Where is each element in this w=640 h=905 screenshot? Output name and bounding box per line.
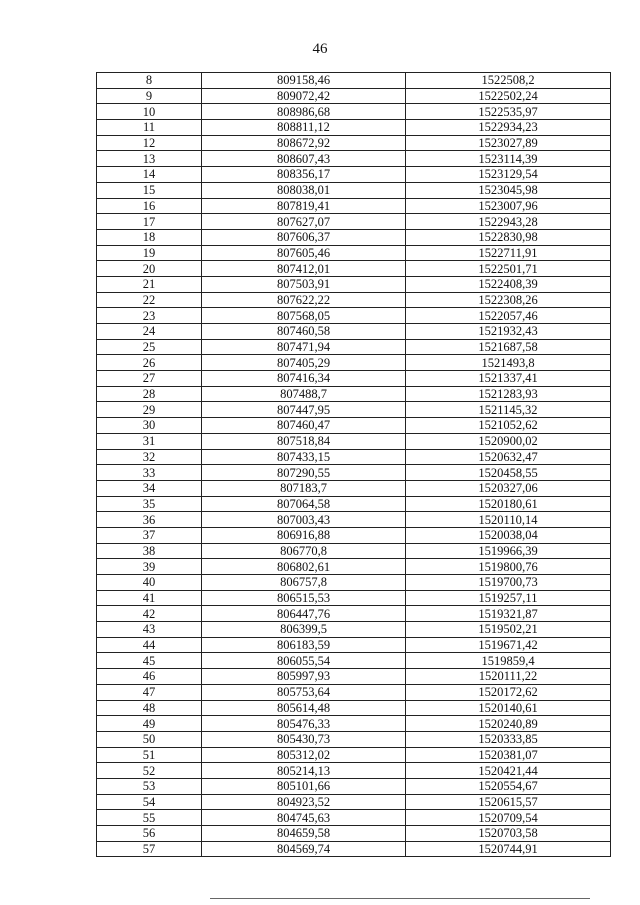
point-number-cell: 9 bbox=[97, 88, 202, 104]
point-number-cell: 32 bbox=[97, 449, 202, 465]
point-number-cell: 20 bbox=[97, 261, 202, 277]
y-coordinate-cell: 1523007,96 bbox=[406, 198, 611, 214]
x-coordinate-cell: 809072,42 bbox=[202, 88, 406, 104]
y-coordinate-cell: 1519671,42 bbox=[406, 637, 611, 653]
x-coordinate-cell: 807503,91 bbox=[202, 276, 406, 292]
point-number-cell: 26 bbox=[97, 355, 202, 371]
y-coordinate-cell: 1521687,58 bbox=[406, 339, 611, 355]
point-number-cell: 54 bbox=[97, 794, 202, 810]
y-coordinate-cell: 1521283,93 bbox=[406, 386, 611, 402]
table-row bbox=[97, 292, 611, 308]
point-number-cell: 42 bbox=[97, 606, 202, 622]
table-row bbox=[97, 167, 611, 183]
point-number-cell: 15 bbox=[97, 182, 202, 198]
table-row bbox=[97, 182, 611, 198]
table-row bbox=[97, 653, 611, 669]
point-number-cell: 34 bbox=[97, 480, 202, 496]
x-coordinate-cell: 807405,29 bbox=[202, 355, 406, 371]
x-coordinate-cell: 807412,01 bbox=[202, 261, 406, 277]
table-row bbox=[97, 747, 611, 763]
y-coordinate-cell: 1520744,91 bbox=[406, 841, 611, 857]
x-coordinate-cell: 804569,74 bbox=[202, 841, 406, 857]
table-row bbox=[97, 73, 611, 89]
x-coordinate-cell: 807460,47 bbox=[202, 418, 406, 434]
x-coordinate-cell: 807471,94 bbox=[202, 339, 406, 355]
table-row bbox=[97, 496, 611, 512]
table-row bbox=[97, 418, 611, 434]
x-coordinate-cell: 805997,93 bbox=[202, 669, 406, 685]
y-coordinate-cell: 1520709,54 bbox=[406, 810, 611, 826]
table-row bbox=[97, 355, 611, 371]
x-coordinate-cell: 808607,43 bbox=[202, 151, 406, 167]
table-row bbox=[97, 778, 611, 794]
table-row bbox=[97, 841, 611, 857]
y-coordinate-cell: 1520900,02 bbox=[406, 433, 611, 449]
point-number-cell: 21 bbox=[97, 276, 202, 292]
point-number-cell: 56 bbox=[97, 826, 202, 842]
y-coordinate-cell: 1519321,87 bbox=[406, 606, 611, 622]
y-coordinate-cell: 1519859,4 bbox=[406, 653, 611, 669]
x-coordinate-cell: 805753,64 bbox=[202, 684, 406, 700]
x-coordinate-cell: 807622,22 bbox=[202, 292, 406, 308]
y-coordinate-cell: 1520140,61 bbox=[406, 700, 611, 716]
point-number-cell: 55 bbox=[97, 810, 202, 826]
x-coordinate-cell: 804745,63 bbox=[202, 810, 406, 826]
point-number-cell: 17 bbox=[97, 214, 202, 230]
table-row bbox=[97, 151, 611, 167]
table-row bbox=[97, 731, 611, 747]
point-number-cell: 45 bbox=[97, 653, 202, 669]
table-row bbox=[97, 339, 611, 355]
y-coordinate-cell: 1522408,39 bbox=[406, 276, 611, 292]
table-row bbox=[97, 622, 611, 638]
table-row bbox=[97, 716, 611, 732]
point-number-cell: 23 bbox=[97, 308, 202, 324]
point-number-cell: 13 bbox=[97, 151, 202, 167]
x-coordinate-cell: 806183,59 bbox=[202, 637, 406, 653]
x-coordinate-cell: 807606,37 bbox=[202, 229, 406, 245]
x-coordinate-cell: 807290,55 bbox=[202, 465, 406, 481]
y-coordinate-cell: 1521932,43 bbox=[406, 324, 611, 340]
y-coordinate-cell: 1521337,41 bbox=[406, 371, 611, 387]
x-coordinate-cell: 808356,17 bbox=[202, 167, 406, 183]
table-row bbox=[97, 198, 611, 214]
y-coordinate-cell: 1521493,8 bbox=[406, 355, 611, 371]
table-row bbox=[97, 229, 611, 245]
y-coordinate-cell: 1520703,58 bbox=[406, 826, 611, 842]
y-coordinate-cell: 1522501,71 bbox=[406, 261, 611, 277]
x-coordinate-cell: 806757,8 bbox=[202, 575, 406, 591]
x-coordinate-cell: 808038,01 bbox=[202, 182, 406, 198]
y-coordinate-cell: 1523129,54 bbox=[406, 167, 611, 183]
point-number-cell: 50 bbox=[97, 731, 202, 747]
point-number-cell: 31 bbox=[97, 433, 202, 449]
table-row bbox=[97, 637, 611, 653]
table-row bbox=[97, 104, 611, 120]
point-number-cell: 22 bbox=[97, 292, 202, 308]
table-row bbox=[97, 308, 611, 324]
table-row bbox=[97, 826, 611, 842]
x-coordinate-cell: 806770,8 bbox=[202, 543, 406, 559]
point-number-cell: 10 bbox=[97, 104, 202, 120]
table-row bbox=[97, 527, 611, 543]
point-number-cell: 52 bbox=[97, 763, 202, 779]
x-coordinate-cell: 805614,48 bbox=[202, 700, 406, 716]
y-coordinate-cell: 1523027,89 bbox=[406, 135, 611, 151]
y-coordinate-cell: 1519966,39 bbox=[406, 543, 611, 559]
table-row bbox=[97, 606, 611, 622]
table-row bbox=[97, 245, 611, 261]
y-coordinate-cell: 1522830,98 bbox=[406, 229, 611, 245]
x-coordinate-cell: 807627,07 bbox=[202, 214, 406, 230]
table-row bbox=[97, 575, 611, 591]
y-coordinate-cell: 1520172,62 bbox=[406, 684, 611, 700]
bottom-divider bbox=[210, 898, 590, 899]
y-coordinate-cell: 1520038,04 bbox=[406, 527, 611, 543]
x-coordinate-cell: 806055,54 bbox=[202, 653, 406, 669]
table-row bbox=[97, 700, 611, 716]
point-number-cell: 37 bbox=[97, 527, 202, 543]
y-coordinate-cell: 1522711,91 bbox=[406, 245, 611, 261]
point-number-cell: 11 bbox=[97, 120, 202, 136]
y-coordinate-cell: 1520110,14 bbox=[406, 512, 611, 528]
x-coordinate-cell: 804923,52 bbox=[202, 794, 406, 810]
y-coordinate-cell: 1520240,89 bbox=[406, 716, 611, 732]
table-row bbox=[97, 559, 611, 575]
x-coordinate-cell: 807003,43 bbox=[202, 512, 406, 528]
point-number-cell: 36 bbox=[97, 512, 202, 528]
point-number-cell: 25 bbox=[97, 339, 202, 355]
x-coordinate-cell: 807433,15 bbox=[202, 449, 406, 465]
point-number-cell: 49 bbox=[97, 716, 202, 732]
x-coordinate-cell: 806399,5 bbox=[202, 622, 406, 638]
point-number-cell: 48 bbox=[97, 700, 202, 716]
point-number-cell: 57 bbox=[97, 841, 202, 857]
table-row bbox=[97, 433, 611, 449]
table-row bbox=[97, 512, 611, 528]
point-number-cell: 8 bbox=[97, 73, 202, 89]
y-coordinate-cell: 1522508,2 bbox=[406, 73, 611, 89]
table-row bbox=[97, 386, 611, 402]
x-coordinate-cell: 808672,92 bbox=[202, 135, 406, 151]
x-coordinate-cell: 806916,88 bbox=[202, 527, 406, 543]
y-coordinate-cell: 1522934,23 bbox=[406, 120, 611, 136]
point-number-cell: 43 bbox=[97, 622, 202, 638]
y-coordinate-cell: 1519257,11 bbox=[406, 590, 611, 606]
table-row bbox=[97, 669, 611, 685]
table-row bbox=[97, 214, 611, 230]
y-coordinate-cell: 1519700,73 bbox=[406, 575, 611, 591]
table-row bbox=[97, 371, 611, 387]
x-coordinate-cell: 808986,68 bbox=[202, 104, 406, 120]
y-coordinate-cell: 1521052,62 bbox=[406, 418, 611, 434]
point-number-cell: 30 bbox=[97, 418, 202, 434]
table-row bbox=[97, 480, 611, 496]
x-coordinate-cell: 805430,73 bbox=[202, 731, 406, 747]
y-coordinate-cell: 1523114,39 bbox=[406, 151, 611, 167]
y-coordinate-cell: 1522502,24 bbox=[406, 88, 611, 104]
table-row bbox=[97, 276, 611, 292]
point-number-cell: 40 bbox=[97, 575, 202, 591]
table-row bbox=[97, 543, 611, 559]
page-number: 46 bbox=[312, 41, 328, 57]
coordinates-table bbox=[96, 72, 611, 857]
x-coordinate-cell: 805214,13 bbox=[202, 763, 406, 779]
y-coordinate-cell: 1522535,97 bbox=[406, 104, 611, 120]
y-coordinate-cell: 1520180,61 bbox=[406, 496, 611, 512]
x-coordinate-cell: 805476,33 bbox=[202, 716, 406, 732]
x-coordinate-cell: 806515,53 bbox=[202, 590, 406, 606]
point-number-cell: 44 bbox=[97, 637, 202, 653]
x-coordinate-cell: 807460,58 bbox=[202, 324, 406, 340]
point-number-cell: 33 bbox=[97, 465, 202, 481]
point-number-cell: 41 bbox=[97, 590, 202, 606]
x-coordinate-cell: 807819,41 bbox=[202, 198, 406, 214]
y-coordinate-cell: 1520327,06 bbox=[406, 480, 611, 496]
x-coordinate-cell: 806447,76 bbox=[202, 606, 406, 622]
point-number-cell: 46 bbox=[97, 669, 202, 685]
point-number-cell: 12 bbox=[97, 135, 202, 151]
x-coordinate-cell: 805312,02 bbox=[202, 747, 406, 763]
table-row bbox=[97, 449, 611, 465]
y-coordinate-cell: 1522057,46 bbox=[406, 308, 611, 324]
y-coordinate-cell: 1520632,47 bbox=[406, 449, 611, 465]
table-row bbox=[97, 324, 611, 340]
y-coordinate-cell: 1519800,76 bbox=[406, 559, 611, 575]
x-coordinate-cell: 807064,58 bbox=[202, 496, 406, 512]
x-coordinate-cell: 807518,84 bbox=[202, 433, 406, 449]
y-coordinate-cell: 1520333,85 bbox=[406, 731, 611, 747]
table-row bbox=[97, 120, 611, 136]
point-number-cell: 38 bbox=[97, 543, 202, 559]
x-coordinate-cell: 804659,58 bbox=[202, 826, 406, 842]
point-number-cell: 14 bbox=[97, 167, 202, 183]
table-row bbox=[97, 402, 611, 418]
table-row bbox=[97, 810, 611, 826]
y-coordinate-cell: 1519502,21 bbox=[406, 622, 611, 638]
point-number-cell: 51 bbox=[97, 747, 202, 763]
x-coordinate-cell: 807488,7 bbox=[202, 386, 406, 402]
point-number-cell: 18 bbox=[97, 229, 202, 245]
point-number-cell: 29 bbox=[97, 402, 202, 418]
x-coordinate-cell: 806802,61 bbox=[202, 559, 406, 575]
table-row bbox=[97, 88, 611, 104]
y-coordinate-cell: 1523045,98 bbox=[406, 182, 611, 198]
x-coordinate-cell: 807447,95 bbox=[202, 402, 406, 418]
y-coordinate-cell: 1520554,67 bbox=[406, 778, 611, 794]
point-number-cell: 53 bbox=[97, 778, 202, 794]
y-coordinate-cell: 1520615,57 bbox=[406, 794, 611, 810]
point-number-cell: 16 bbox=[97, 198, 202, 214]
point-number-cell: 24 bbox=[97, 324, 202, 340]
table-row bbox=[97, 261, 611, 277]
x-coordinate-cell: 809158,46 bbox=[202, 73, 406, 89]
x-coordinate-cell: 808811,12 bbox=[202, 120, 406, 136]
point-number-cell: 35 bbox=[97, 496, 202, 512]
point-number-cell: 27 bbox=[97, 371, 202, 387]
x-coordinate-cell: 807416,34 bbox=[202, 371, 406, 387]
y-coordinate-cell: 1520381,07 bbox=[406, 747, 611, 763]
y-coordinate-cell: 1520421,44 bbox=[406, 763, 611, 779]
point-number-cell: 47 bbox=[97, 684, 202, 700]
table-row bbox=[97, 794, 611, 810]
x-coordinate-cell: 807568,05 bbox=[202, 308, 406, 324]
y-coordinate-cell: 1520458,55 bbox=[406, 465, 611, 481]
x-coordinate-cell: 805101,66 bbox=[202, 778, 406, 794]
y-coordinate-cell: 1521145,32 bbox=[406, 402, 611, 418]
table-row bbox=[97, 590, 611, 606]
table-row bbox=[97, 763, 611, 779]
y-coordinate-cell: 1522308,26 bbox=[406, 292, 611, 308]
point-number-cell: 28 bbox=[97, 386, 202, 402]
point-number-cell: 39 bbox=[97, 559, 202, 575]
table-row bbox=[97, 135, 611, 151]
x-coordinate-cell: 807605,46 bbox=[202, 245, 406, 261]
x-coordinate-cell: 807183,7 bbox=[202, 480, 406, 496]
y-coordinate-cell: 1520111,22 bbox=[406, 669, 611, 685]
y-coordinate-cell: 1522943,28 bbox=[406, 214, 611, 230]
point-number-cell: 19 bbox=[97, 245, 202, 261]
table-row bbox=[97, 684, 611, 700]
table-row bbox=[97, 465, 611, 481]
coordinates-table-body bbox=[97, 73, 611, 857]
